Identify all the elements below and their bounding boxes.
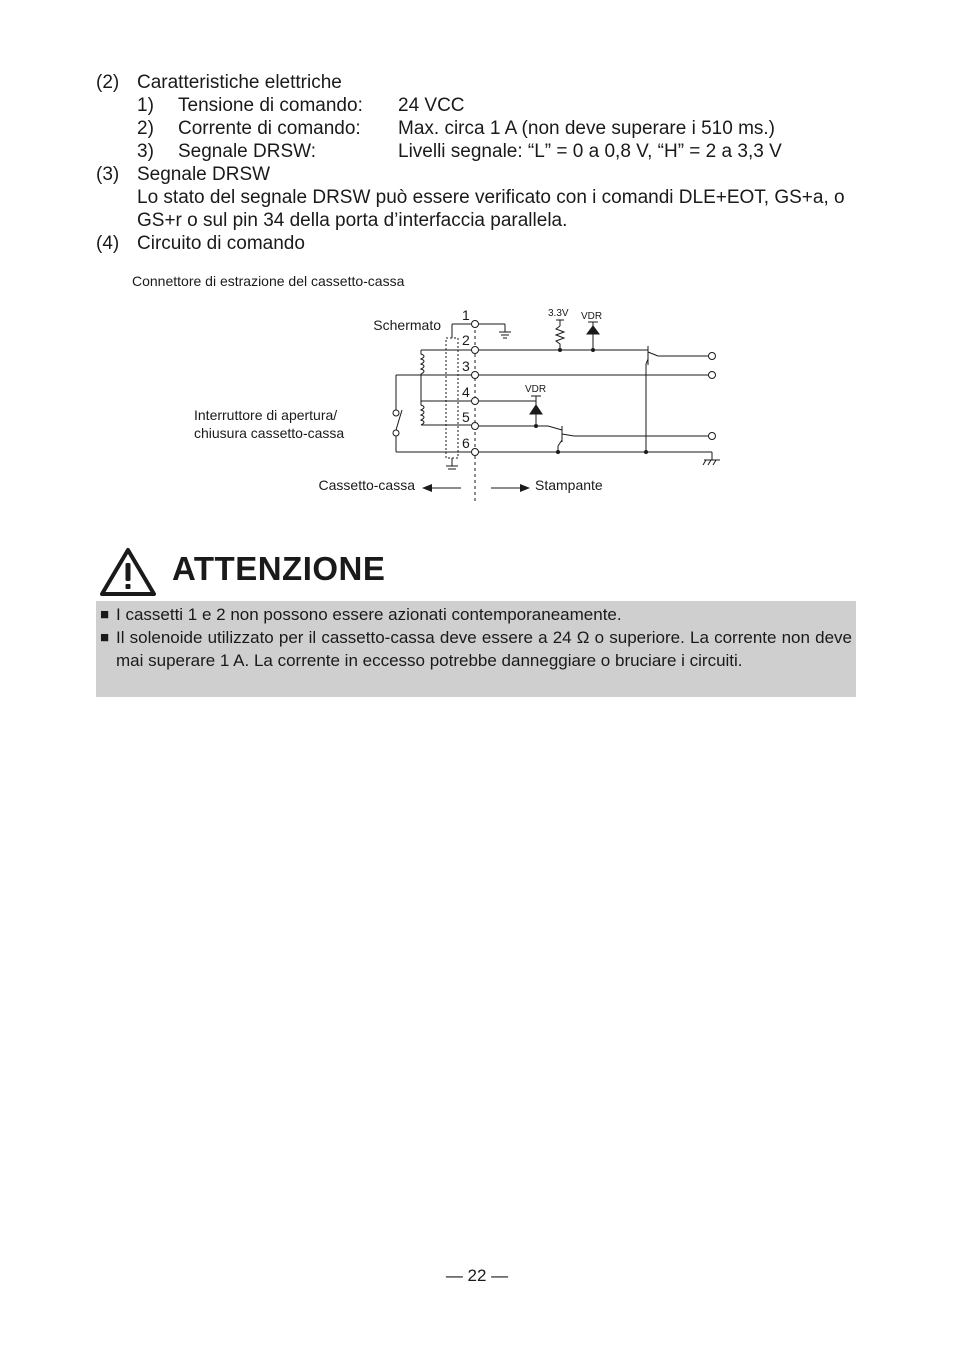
junction-dot (559, 349, 562, 352)
switch-label-line2: chiusura cassetto-cassa (194, 425, 345, 441)
caution-box (96, 601, 856, 697)
drsw-description: Lo stato del segnale DRSW può essere verificato con i comandi DLE+EOT, GS+a, o GS+r o sul pin 34 della porta d’interfaccia parallela. (137, 187, 845, 231)
output-terminal-2 (709, 372, 716, 379)
caution-item (100, 603, 852, 626)
transistor2-output (562, 434, 574, 436)
subitem-number: 3) (137, 141, 154, 162)
solenoid-1 (421, 350, 424, 374)
transistor1-collector (648, 352, 658, 356)
pin-5-terminal (472, 423, 479, 430)
drawer-arrow-head (422, 484, 432, 492)
attention-title: ATTENZIONE (172, 550, 386, 587)
square-bullet-icon: ■ (100, 606, 110, 623)
pin-4-terminal (472, 398, 479, 405)
item-title: Circuito di comando (137, 233, 305, 254)
printer-label: Stampante (535, 477, 603, 493)
pin-6-terminal (472, 449, 479, 456)
diagram-caption: Connettore di estrazione del cassetto-cassa (132, 273, 405, 289)
vdr1-label: VDR (581, 311, 603, 322)
caution-text: I cassetti 1 e 2 non possono essere azionati contemporaneamente. (116, 605, 622, 624)
output-terminal-3 (709, 433, 716, 440)
caution-text: Il solenoide utilizzato per il cassetto-cassa deve essere a 24 Ω o superiore. La corrente non deve mai superare 1 A. La corrente in eccesso potrebbe danneggiare o bruciare i circuiti. (116, 628, 852, 670)
chassis-ground-tick (703, 460, 706, 465)
subitem-label: Corrente di comando: (178, 118, 361, 139)
item-number: (4) (96, 233, 120, 254)
subitem-value: 24 VCC (398, 95, 465, 116)
square-bullet-icon: ■ (100, 629, 110, 646)
pin-3-terminal (472, 372, 479, 379)
drawer-label: Cassetto-cassa (318, 477, 415, 493)
chassis-ground-tick (713, 460, 716, 465)
pin-2-label: 2 (462, 332, 470, 348)
subitem-value: Max. circa 1 A (non deve superare i 510 ms.) (398, 118, 776, 139)
chassis-ground-tick (708, 460, 711, 465)
vdr1-diode (587, 326, 599, 334)
transistor2-emitter (558, 440, 562, 446)
subitem-2 (96, 117, 876, 140)
v33-label: 3.3V (548, 308, 569, 319)
subitem-label: Tensione di comando: (178, 95, 363, 116)
page-number: — 22 — (445, 1266, 509, 1285)
pin-3-label: 3 (462, 358, 470, 374)
warning-triangle-icon (100, 547, 156, 597)
electrical-specs (96, 71, 876, 255)
junction-dot (557, 451, 560, 454)
item-title: Caratteristiche elettriche (137, 72, 342, 93)
caution-item (100, 626, 852, 672)
spec-item-4 (96, 232, 876, 255)
item-title: Segnale DRSW (137, 164, 271, 185)
subitem-value: Livelli segnale: “L” = 0 a 0,8 V, “H” = 2 a 3,3 V (398, 141, 782, 162)
pin-1-label: 1 (462, 307, 470, 323)
shield-label: Schermato (373, 317, 441, 333)
subitem-1 (96, 94, 876, 117)
item-number: (3) (96, 164, 120, 185)
spec-item-3 (96, 163, 876, 186)
solenoid-2 (421, 401, 424, 425)
switch-contact-lower (393, 430, 399, 436)
pullup-resistor (556, 326, 564, 350)
vdr2-label: VDR (525, 384, 547, 395)
junction-dot (535, 425, 538, 428)
junction-dot (645, 451, 648, 454)
transistor2-collector (548, 426, 562, 430)
spec-item-2 (96, 71, 876, 94)
switch-label-line1: Interruttore di apertura/ (194, 407, 338, 423)
output-terminal-1 (709, 353, 716, 360)
subitem-3 (96, 140, 876, 163)
junction-dot (592, 349, 595, 352)
shield-box (446, 338, 458, 458)
printer-arrow-head (520, 484, 530, 492)
switch-contact-upper (393, 410, 399, 416)
vdr2-diode (530, 405, 542, 414)
pin-2-terminal (472, 347, 479, 354)
subitem-label: Segnale DRSW: (178, 141, 316, 162)
subitem-number: 1) (137, 95, 154, 116)
pin-4-label: 4 (462, 384, 470, 400)
pin-1-terminal (472, 321, 479, 328)
item-number: (2) (96, 72, 120, 93)
pin-5-label: 5 (462, 409, 470, 425)
subitem-number: 2) (137, 118, 154, 139)
drive-circuit-diagram (180, 300, 740, 510)
pin-6-label: 6 (462, 435, 470, 451)
